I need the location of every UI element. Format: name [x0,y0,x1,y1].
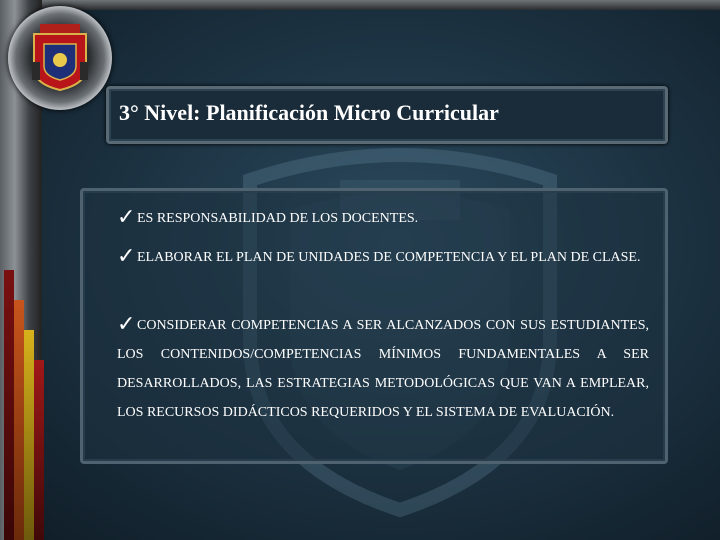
frame-stripe-red-2 [34,360,44,540]
checkmark-icon: ✓ [117,312,136,337]
checkmark-icon: ✓ [117,244,136,269]
shield-logo-icon [26,22,94,92]
frame-stripe-yellow [24,330,34,540]
bullet-text: ES RESPONSABILIDAD DE LOS DOCENTES. [137,211,419,226]
slide-title: 3° Nivel: Planificación Micro Curricular [119,100,499,125]
bullet-item [117,242,649,272]
bullet-text: ELABORAR EL PLAN DE UNIDADES DE COMPETENCIA Y EL PLAN DE CLASE. [137,250,641,265]
bullet-item [117,203,649,233]
frame-stripe-orange [14,300,24,540]
frame-stripe-red [4,270,14,540]
checkmark-icon: ✓ [117,205,136,230]
bullet-text: CONSIDERAR COMPETENCIAS A SER ALCANZADOS CON SUS ESTUDIANTES, LOS CONTENIDOS/COMPETENCIAS MÍNIMOS FUNDAMENTALES A SER DESARROLLADOS, LAS ESTRATEGIAS METODOLÓGICAS QUE VAN A EMPLEAR, LOS RECURSOS DIDÁCTICOS REQUERIDOS Y EL SISTEMA DE EVALUACIÓN. [117,318,649,420]
frame-top [0,0,720,10]
bullet-item [117,310,649,427]
title-box [106,86,668,144]
content-box [80,188,668,464]
